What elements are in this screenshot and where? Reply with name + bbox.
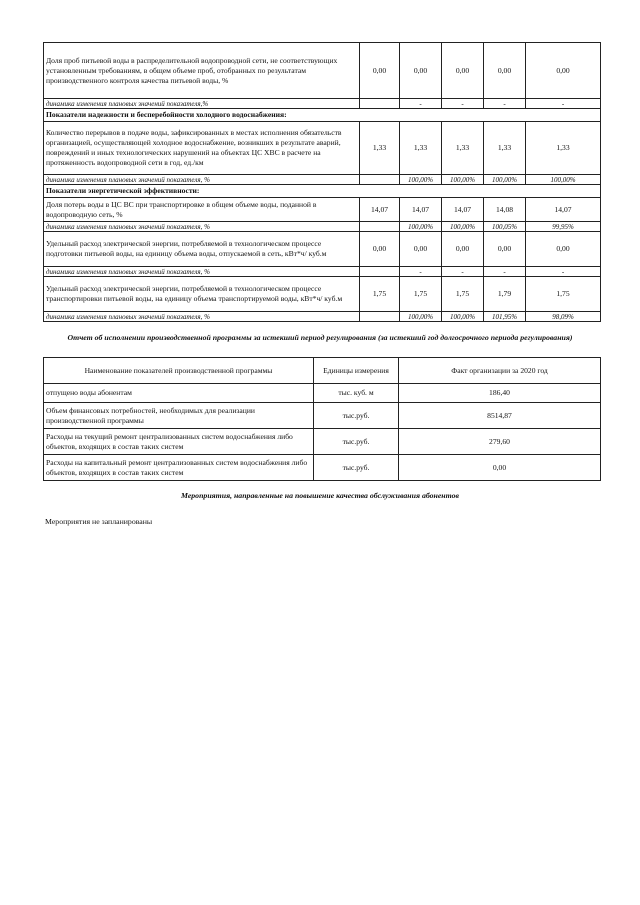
value-cell: 0,00 (400, 232, 442, 267)
unit-cell: тыс.руб. (314, 455, 399, 481)
table-row (44, 429, 601, 455)
dynamics-label: динамика изменения плановых значений показателя, % (44, 267, 360, 277)
value-cell: 1,75 (442, 277, 484, 312)
dynamics-cell: 101,95% (484, 312, 526, 322)
dynamics-label: динамика изменения плановых значений показателя, % (44, 312, 360, 322)
value-cell: 1,79 (484, 277, 526, 312)
dynamics-label: динамика изменения плановых значений показателя, % (44, 222, 360, 232)
dynamics-cell (360, 222, 400, 232)
value-cell: 0,00 (484, 43, 526, 99)
unit-cell: тыс.руб. (314, 429, 399, 455)
table-row (44, 175, 601, 185)
table-row (44, 43, 601, 99)
value-cell: 1,75 (526, 277, 601, 312)
measures-text: Мероприятия не запланированы (45, 517, 153, 526)
dynamics-cell: 100,00% (400, 175, 442, 185)
dynamics-cell: 100,00% (484, 175, 526, 185)
dynamics-cell: 100,00% (400, 222, 442, 232)
value-cell: 1,33 (484, 122, 526, 175)
table-row (44, 384, 601, 403)
value-cell: 0,00 (360, 43, 400, 99)
dynamics-cell: 100,00% (526, 175, 601, 185)
table-row (44, 312, 601, 322)
value-cell: 14,07 (442, 198, 484, 222)
value-cell: 14,07 (360, 198, 400, 222)
table-row (44, 277, 601, 312)
value-cell: 1,75 (400, 277, 442, 312)
row-label: отпущено воды абонентам (44, 384, 314, 403)
table-row (44, 455, 601, 481)
value-cell: 1,33 (400, 122, 442, 175)
report-title: Отчет об исполнении производственной программы за истекший период регулирования (за истекший год долгосрочного периода регулирования) (67, 333, 573, 342)
dynamics-label: динамика изменения плановых значений показателя, % (44, 175, 360, 185)
value-cell: 1,33 (442, 122, 484, 175)
dynamics-cell: 100,05% (484, 222, 526, 232)
dynamics-cell: - (442, 267, 484, 277)
dynamics-cell: - (526, 267, 601, 277)
value-cell: 14,08 (484, 198, 526, 222)
unit-cell: тыс. куб. м (314, 384, 399, 403)
value-cell: 1,33 (360, 122, 400, 175)
indicator-label: Удельный расход электрической энергии, потребляемой в технологическом процессе транспортировки питьевой воды, на единицу объема транспортируемой воды, кВт*ч/ куб.м (44, 277, 360, 312)
row-label: Расходы на текущий ремонт централизованных систем водоснабжения либо объектов, входящих в состав таких систем (44, 429, 314, 455)
value-cell: 14,07 (526, 198, 601, 222)
row-label: Объем финансовых потребностей, необходимых для реализации производственной программы (44, 403, 314, 429)
section-heading: Показатели надежности и бесперебойности холодного водоснабжения: (44, 109, 601, 122)
value-cell: 1,75 (360, 277, 400, 312)
dynamics-cell (360, 99, 400, 109)
table-row (44, 122, 601, 175)
dynamics-cell (360, 175, 400, 185)
unit-cell: тыс.руб. (314, 403, 399, 429)
value-cell: 186,40 (399, 384, 601, 403)
column-header: Наименование показателей производственной программы (44, 358, 314, 384)
dynamics-cell: 98,09% (526, 312, 601, 322)
dynamics-cell: - (442, 99, 484, 109)
column-header: Факт организации за 2020 год (399, 358, 601, 384)
indicator-label: Удельный расход электрической энергии, потребляемой в технологическом процессе подготовки питьевой воды, на единицу объема воды, отпускаемой в сеть, кВт*ч/ куб.м (44, 232, 360, 267)
dynamics-label: динамика изменения плановых значений показателя,% (44, 99, 360, 109)
value-cell: 8514,87 (399, 403, 601, 429)
dynamics-cell: - (400, 267, 442, 277)
value-cell: 0,00 (526, 232, 601, 267)
value-cell: 0,00 (484, 232, 526, 267)
dynamics-cell: 100,00% (442, 175, 484, 185)
dynamics-cell: - (484, 267, 526, 277)
section-row (44, 185, 601, 198)
table-row (44, 99, 601, 109)
table-row (44, 232, 601, 267)
dynamics-cell: 100,00% (442, 222, 484, 232)
dynamics-cell: 99,95% (526, 222, 601, 232)
indicator-label: Количество перерывов в подаче воды, зафиксированных в местах исполнения обязательств организацией, осуществляющей холодное водоснабжение, возникших в результате аварий, повреждений и иных технологических нарушений на объектах ЦС ХВС в расчете на протяженность водопроводной сети в год, ед./км (44, 122, 360, 175)
value-cell: 14,07 (400, 198, 442, 222)
column-header: Единицы измерения (314, 358, 399, 384)
row-label: Расходы на капитальный ремонт централизованных систем водоснабжения либо объектов, входящих в состав таких систем (44, 455, 314, 481)
indicator-label: Доля проб питьевой воды в распределительной водопроводной сети, не соответствующих установленным требованиям, в общем объеме проб, отобранных по результатам производственного контроля качества питьевой воды, % (44, 43, 360, 99)
measures-title: Мероприятия, направленные на повышение качества обслуживания абонентов (181, 491, 459, 500)
value-cell: 1,33 (526, 122, 601, 175)
dynamics-cell (360, 312, 400, 322)
dynamics-cell (360, 267, 400, 277)
section-heading: Показатели энергетической эффективности: (44, 185, 601, 198)
table-row (44, 403, 601, 429)
dynamics-cell: - (400, 99, 442, 109)
dynamics-cell: 100,00% (400, 312, 442, 322)
value-cell: 0,00 (399, 455, 601, 481)
value-cell: 0,00 (442, 232, 484, 267)
value-cell: 279,60 (399, 429, 601, 455)
indicator-label: Доля потерь воды в ЦС ВС при транспортировке в общем объеме воды, поданной в водопроводную сеть, % (44, 198, 360, 222)
table-row (44, 222, 601, 232)
dynamics-cell: 100,00% (442, 312, 484, 322)
section-row (44, 109, 601, 122)
dynamics-cell: - (484, 99, 526, 109)
value-cell: 0,00 (400, 43, 442, 99)
report-table (43, 357, 601, 481)
table-row (44, 267, 601, 277)
indicators-table (43, 42, 601, 322)
table-row (44, 198, 601, 222)
dynamics-cell: - (526, 99, 601, 109)
value-cell: 0,00 (442, 43, 484, 99)
value-cell: 0,00 (360, 232, 400, 267)
value-cell: 0,00 (526, 43, 601, 99)
table-header-row (44, 358, 601, 384)
